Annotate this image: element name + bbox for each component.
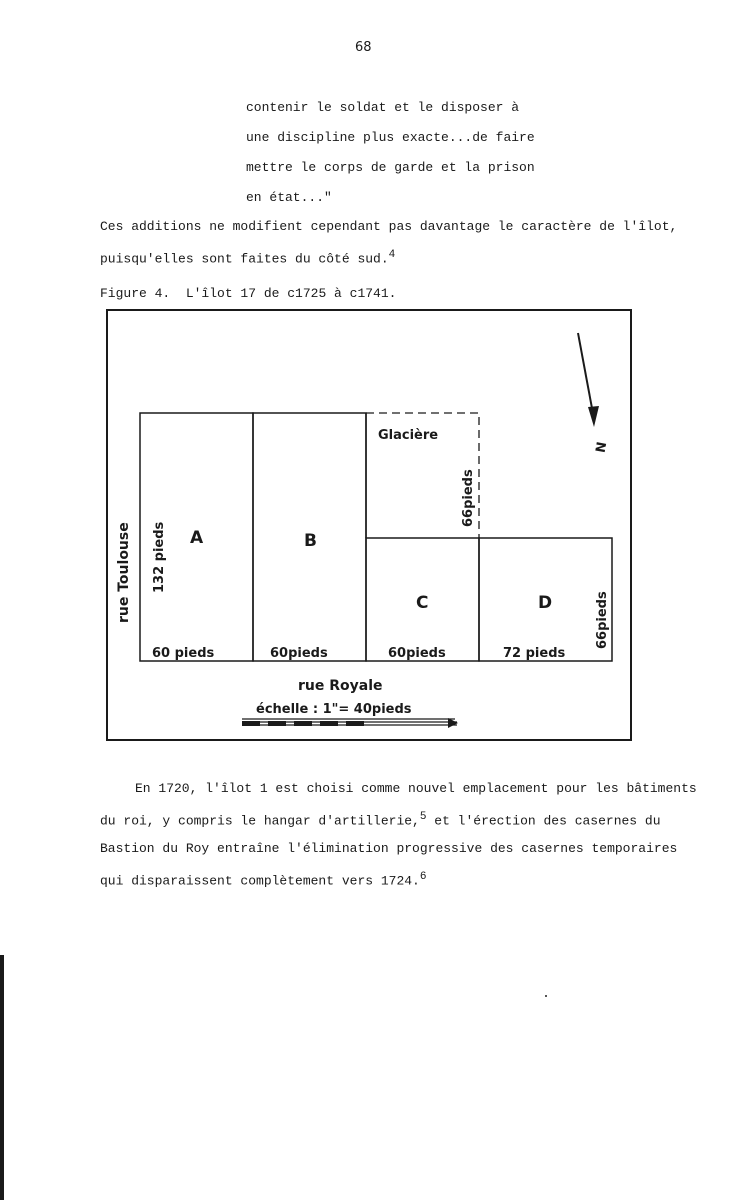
paragraph-2-line-2-b: et l'érection des casernes du: [426, 813, 661, 829]
paragraph-2-line-4-text: qui disparaissent complètement vers 1724.: [100, 873, 420, 889]
paragraph-1-line-2: [100, 249, 395, 266]
paragraph-1-line-1: Ces additions ne modifient cependant pas davantage le caractère de l'îlot,: [100, 219, 678, 234]
north-arrow-head: [588, 406, 599, 427]
scale-segment: [346, 721, 364, 726]
footnote-ref-5: 5: [419, 811, 427, 823]
width-lot-a: 60 pieds: [152, 646, 215, 661]
street-label-toulouse: rue Toulouse: [116, 522, 132, 623]
scale-segment: [242, 721, 260, 726]
quote-line-4: en état...": [246, 190, 332, 205]
footnote-ref-6: 6: [419, 871, 427, 883]
street-label-royale: rue Royale: [298, 678, 383, 694]
figure-caption: [100, 286, 396, 301]
paragraph-2-line-2: [100, 811, 661, 828]
page-number: 68: [355, 40, 372, 55]
width-lot-c: 60pieds: [388, 646, 446, 661]
glaciere-label: Glacière: [378, 428, 439, 443]
lot-label-b: B: [304, 531, 317, 551]
scale-label: échelle : 1"= 40pieds: [256, 702, 412, 717]
scale-segment: [268, 721, 286, 726]
scale-segment: [320, 721, 338, 726]
figure-caption-label: Figure 4.: [100, 286, 171, 301]
lot-label-a: A: [190, 528, 204, 548]
scale-segment: [294, 721, 312, 726]
lot-label-d: D: [538, 593, 553, 613]
paragraph-1-line-2-text: puisqu'elles sont faites du côté sud.: [100, 251, 389, 267]
quote-line-2: une discipline plus exacte...de faire: [246, 130, 535, 145]
quote-line-3: mettre le corps de garde et la prison: [246, 160, 535, 175]
dimension-132-pieds: 132 pieds: [152, 521, 167, 593]
dimension-lot-d-66-pieds: 66pieds: [595, 591, 610, 649]
paragraph-2-line-4: [100, 871, 426, 888]
width-lot-d: 72 pieds: [503, 646, 566, 661]
north-arrow: [578, 333, 594, 419]
scan-margin-bar: [0, 955, 4, 1200]
footnote-ref-4: 4: [388, 249, 396, 261]
dimension-glaciere-66-pieds: 66pieds: [461, 469, 476, 527]
paragraph-2-line-3: Bastion du Roy entraîne l'élimination progressive des casernes temporaires: [100, 841, 678, 856]
figure-caption-text: L'îlot 17 de c1725 à c1741.: [185, 286, 397, 301]
lot-plan-map: [108, 311, 630, 739]
paragraph-2-line-1: En 1720, l'îlot 1 est choisi comme nouvel emplacement pour les bâtiments: [135, 781, 697, 796]
quote-line-1: contenir le soldat et le disposer à: [246, 100, 520, 115]
width-lot-b: 60pieds: [270, 646, 328, 661]
figure-frame: [106, 309, 632, 741]
north-label: N: [591, 440, 608, 454]
paragraph-2-line-2-a: du roi, y compris le hangar d'artillerie,: [100, 813, 420, 829]
scan-speck: [545, 995, 547, 997]
lot-label-c: C: [416, 593, 429, 613]
